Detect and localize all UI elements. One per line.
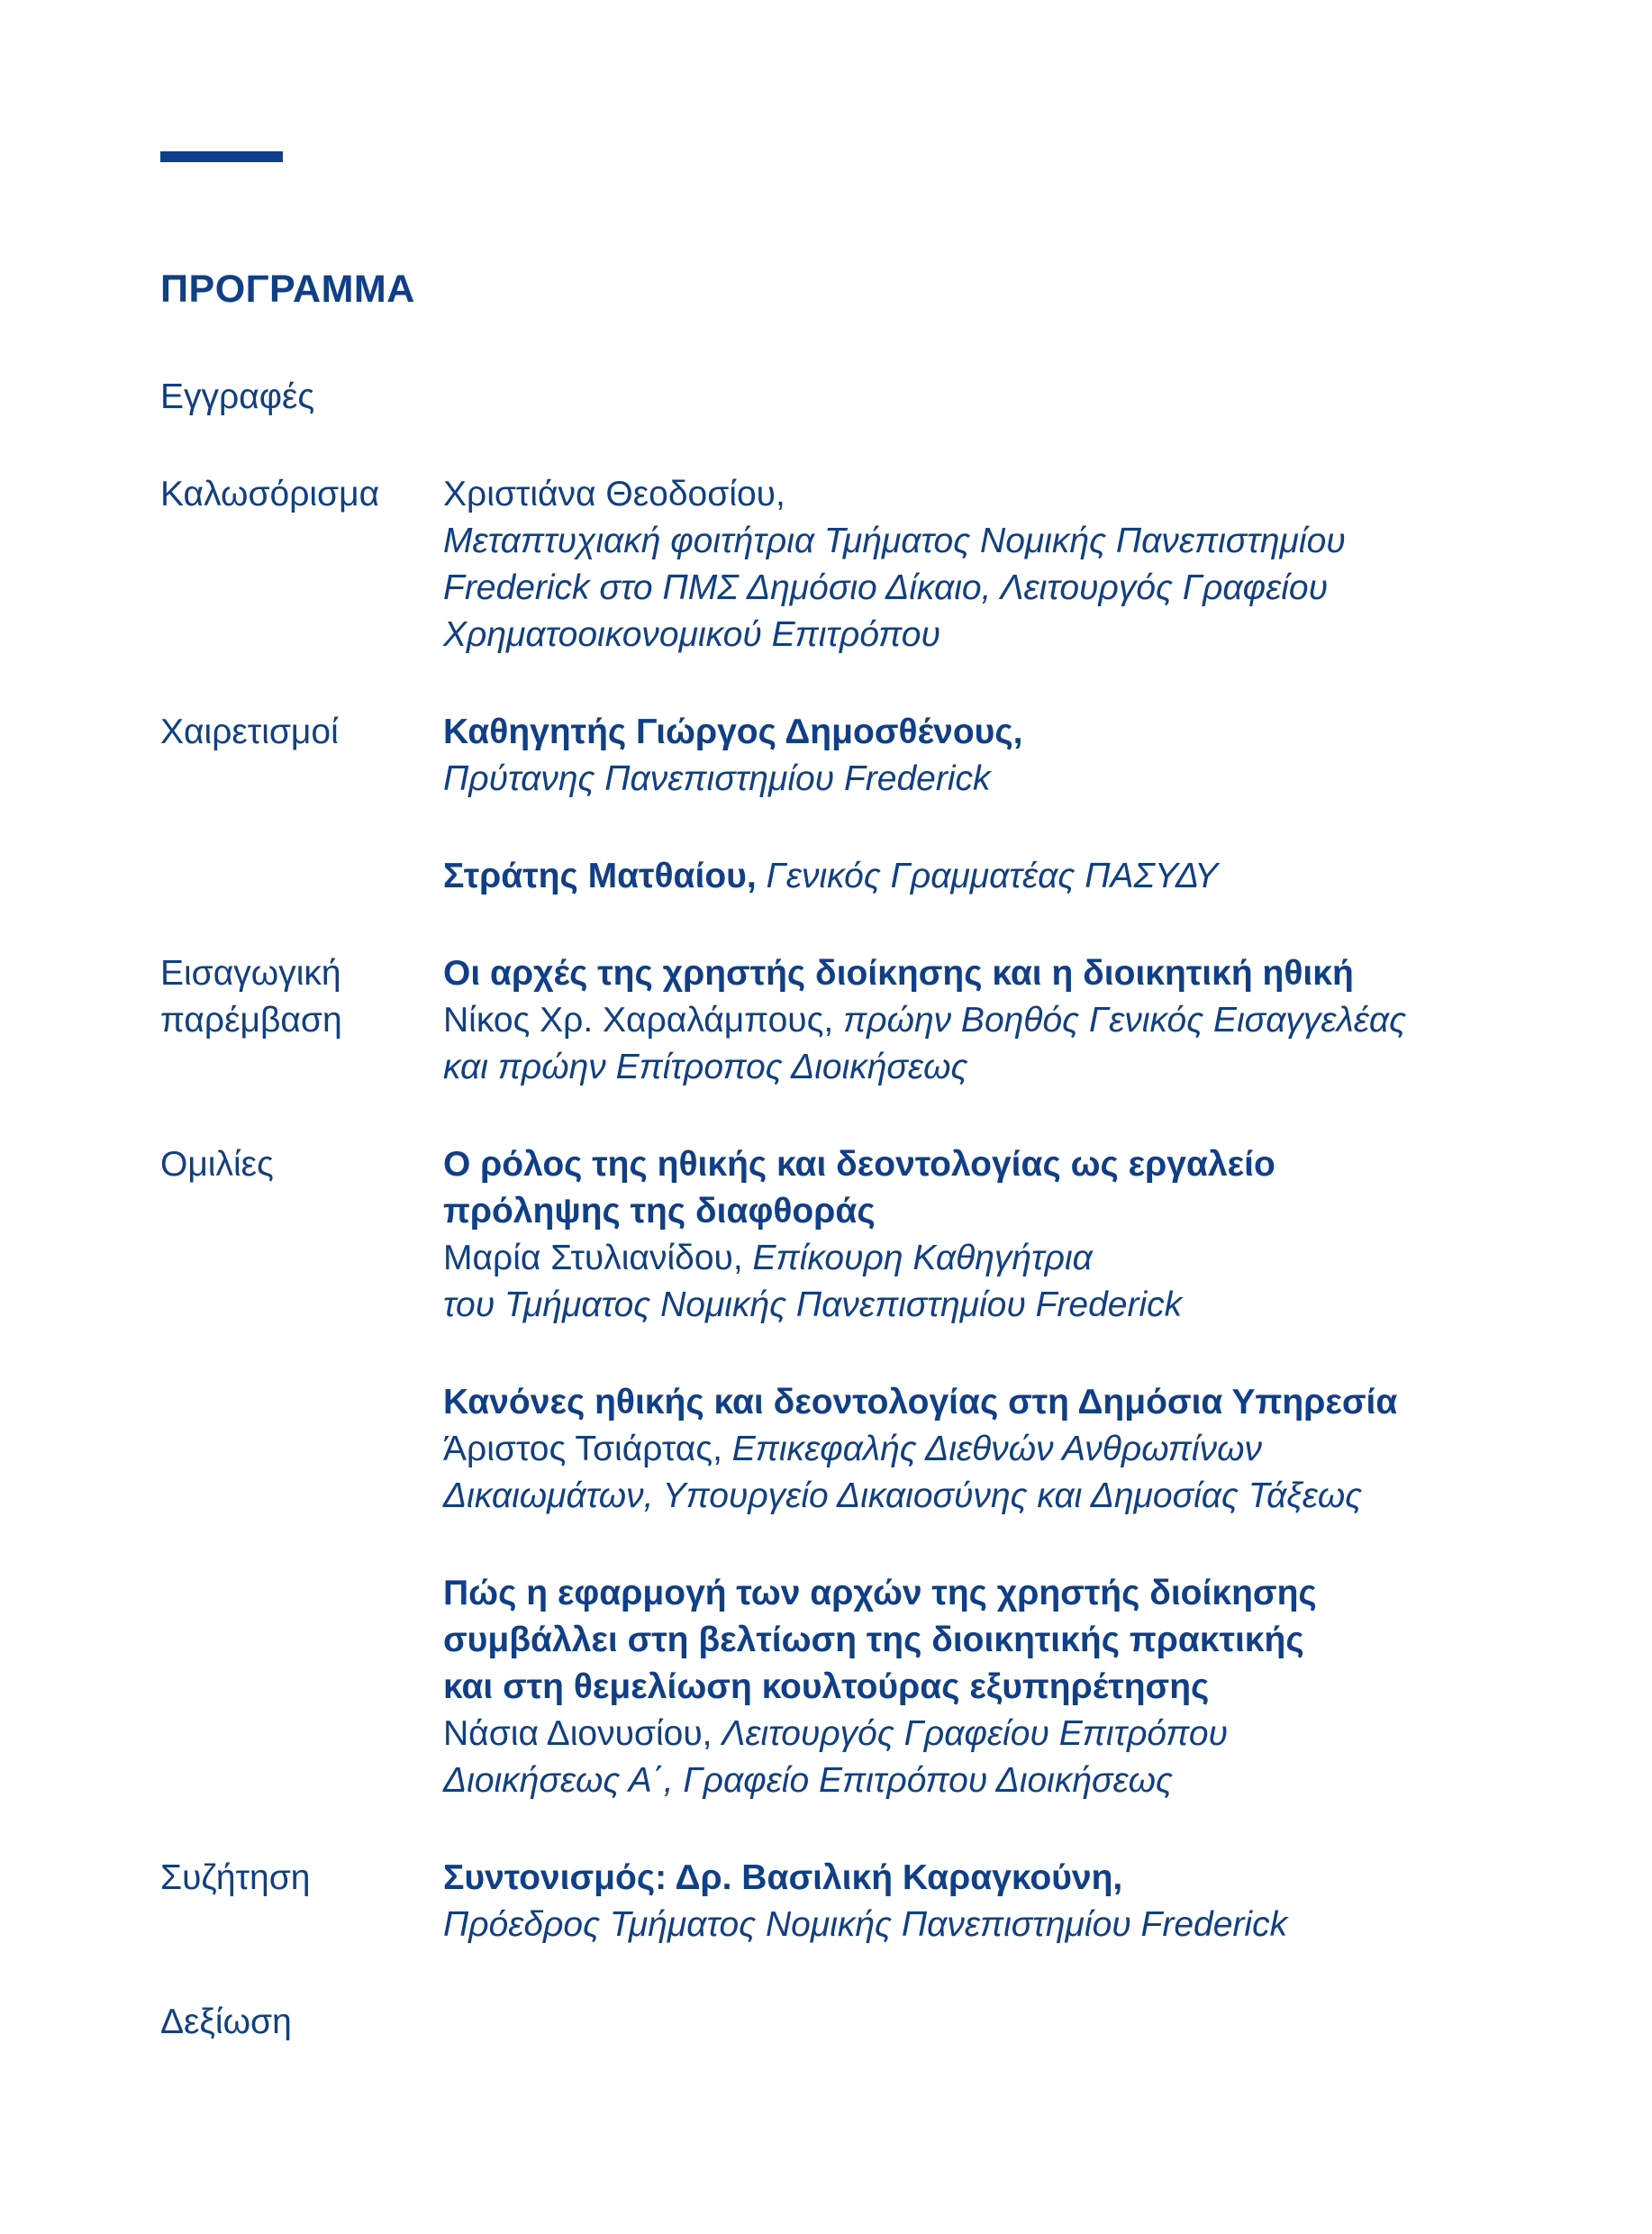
speaker-role-line: και πρώην Επίτροπος Διοικήσεως bbox=[443, 1048, 968, 1086]
program-row-discussion bbox=[160, 1855, 1511, 1948]
moderator-name: Συντονισμός: Δρ. Βασιλική Καραγκούνη, bbox=[443, 1858, 1123, 1897]
talk-item bbox=[443, 1379, 1511, 1520]
speaker-name: Στράτης Ματθαίου, bbox=[443, 857, 757, 895]
speaker-role: Πρύτανης Πανεπιστημίου Frederick bbox=[443, 759, 991, 798]
greeting-speaker bbox=[443, 709, 1511, 803]
row-label: Εγγραφές bbox=[160, 377, 315, 416]
speaker-name: Καθηγητής Γιώργος Δημοσθένους, bbox=[443, 713, 1023, 751]
speaker-name: Νάσια Διονυσίου, bbox=[443, 1714, 713, 1753]
speaker-role-line: Frederick στο ΠΜΣ Δημόσιο Δίκαιο, Λειτουργός Γραφείου bbox=[443, 568, 1329, 607]
speaker-name: Νίκος Χρ. Χαραλάμπους, bbox=[443, 1001, 834, 1040]
speaker-role-line: Μεταπτυχιακή φοιτήτρια Τμήματος Νομικής Πανεπιστημίου bbox=[443, 522, 1346, 560]
greeting-speaker bbox=[443, 853, 1511, 900]
speaker-role-line: Διοικήσεως Α΄, Γραφείο Επιτρόπου Διοικήσεως bbox=[443, 1761, 1173, 1800]
speaker-role-line: του Τμήματος Νομικής Πανεπιστημίου Frederick bbox=[443, 1285, 1183, 1324]
talk-topic-line: και στη θεμελίωση κουλτούρας εξυπηρέτησης bbox=[443, 1667, 1210, 1706]
row-label: Εισαγωγική παρέμβαση bbox=[160, 954, 342, 1040]
row-content bbox=[443, 1855, 1511, 1948]
program-list bbox=[160, 374, 1511, 2046]
speaker-role: Επικεφαλής Διεθνών Ανθρωπίνων bbox=[731, 1430, 1262, 1468]
row-label: Συζήτηση bbox=[160, 1858, 311, 1897]
row-content bbox=[443, 1141, 1511, 1804]
speaker-name: Μαρία Στυλιανίδου, bbox=[443, 1239, 743, 1277]
talk-item bbox=[443, 1570, 1511, 1804]
program-row-talks bbox=[160, 1141, 1511, 1804]
row-content bbox=[443, 950, 1511, 1091]
row-content bbox=[443, 709, 1511, 900]
speaker-role: Επίκουρη Καθηγήτρια bbox=[752, 1239, 1093, 1277]
program-row-intro bbox=[160, 950, 1511, 1091]
talk-item bbox=[443, 1141, 1511, 1329]
speaker-name: Χριστιάνα Θεοδοσίου, bbox=[443, 475, 785, 513]
row-content bbox=[443, 471, 1511, 658]
program-row-reception bbox=[160, 1999, 1511, 2046]
row-label: Ομιλίες bbox=[160, 1145, 274, 1184]
page-title: ΠΡΟΓΡΑΜΜΑ bbox=[160, 268, 415, 311]
talk-topic-line: πρόληψης της διαφθοράς bbox=[443, 1192, 876, 1231]
talk-topic: Οι αρχές της χρηστής διοίκησης και η διοικητική ηθική bbox=[443, 954, 1354, 993]
talk-topic-line: Ο ρόλος της ηθικής και δεοντολογίας ως εργαλείο bbox=[443, 1145, 1275, 1184]
speaker-role: πρώην Βοηθός Γενικός Εισαγγελέας bbox=[843, 1001, 1407, 1040]
row-label: Δεξίωση bbox=[160, 2002, 292, 2041]
speaker-role: Γενικός Γραμματέας ΠΑΣΥΔΥ bbox=[766, 857, 1219, 895]
speaker-role-line: Δικαιωμάτων, Υπουργείο Δικαιοσύνης και Δημοσίας Τάξεως bbox=[443, 1476, 1363, 1515]
speaker-role-line: Χρηματοοικονομικού Επιτρόπου bbox=[443, 615, 940, 654]
talk-topic-line: Πώς η εφαρμογή των αρχών της χρηστής διοίκησης bbox=[443, 1574, 1317, 1612]
speaker-name: Άριστος Τσιάρτας, bbox=[443, 1430, 722, 1468]
program-row-welcome bbox=[160, 471, 1511, 658]
talk-topic-line: συμβάλλει στη βελτίωση της διοικητικής πρακτικής bbox=[443, 1621, 1304, 1659]
program-row-greetings bbox=[160, 709, 1511, 900]
row-label: Καλωσόρισμα bbox=[160, 475, 380, 513]
speaker-role: Λειτουργός Γραφείου Επιτρόπου bbox=[722, 1714, 1228, 1753]
talk-topic-line: Κανόνες ηθικής και δεοντολογίας στη Δημόσια Υπηρεσία bbox=[443, 1383, 1398, 1421]
row-label: Χαιρετισμοί bbox=[160, 713, 339, 751]
moderator-role: Πρόεδρος Τμήματος Νομικής Πανεπιστημίου Frederick bbox=[443, 1905, 1288, 1944]
top-accent-rule bbox=[160, 151, 283, 162]
program-row-registration bbox=[160, 374, 1511, 421]
